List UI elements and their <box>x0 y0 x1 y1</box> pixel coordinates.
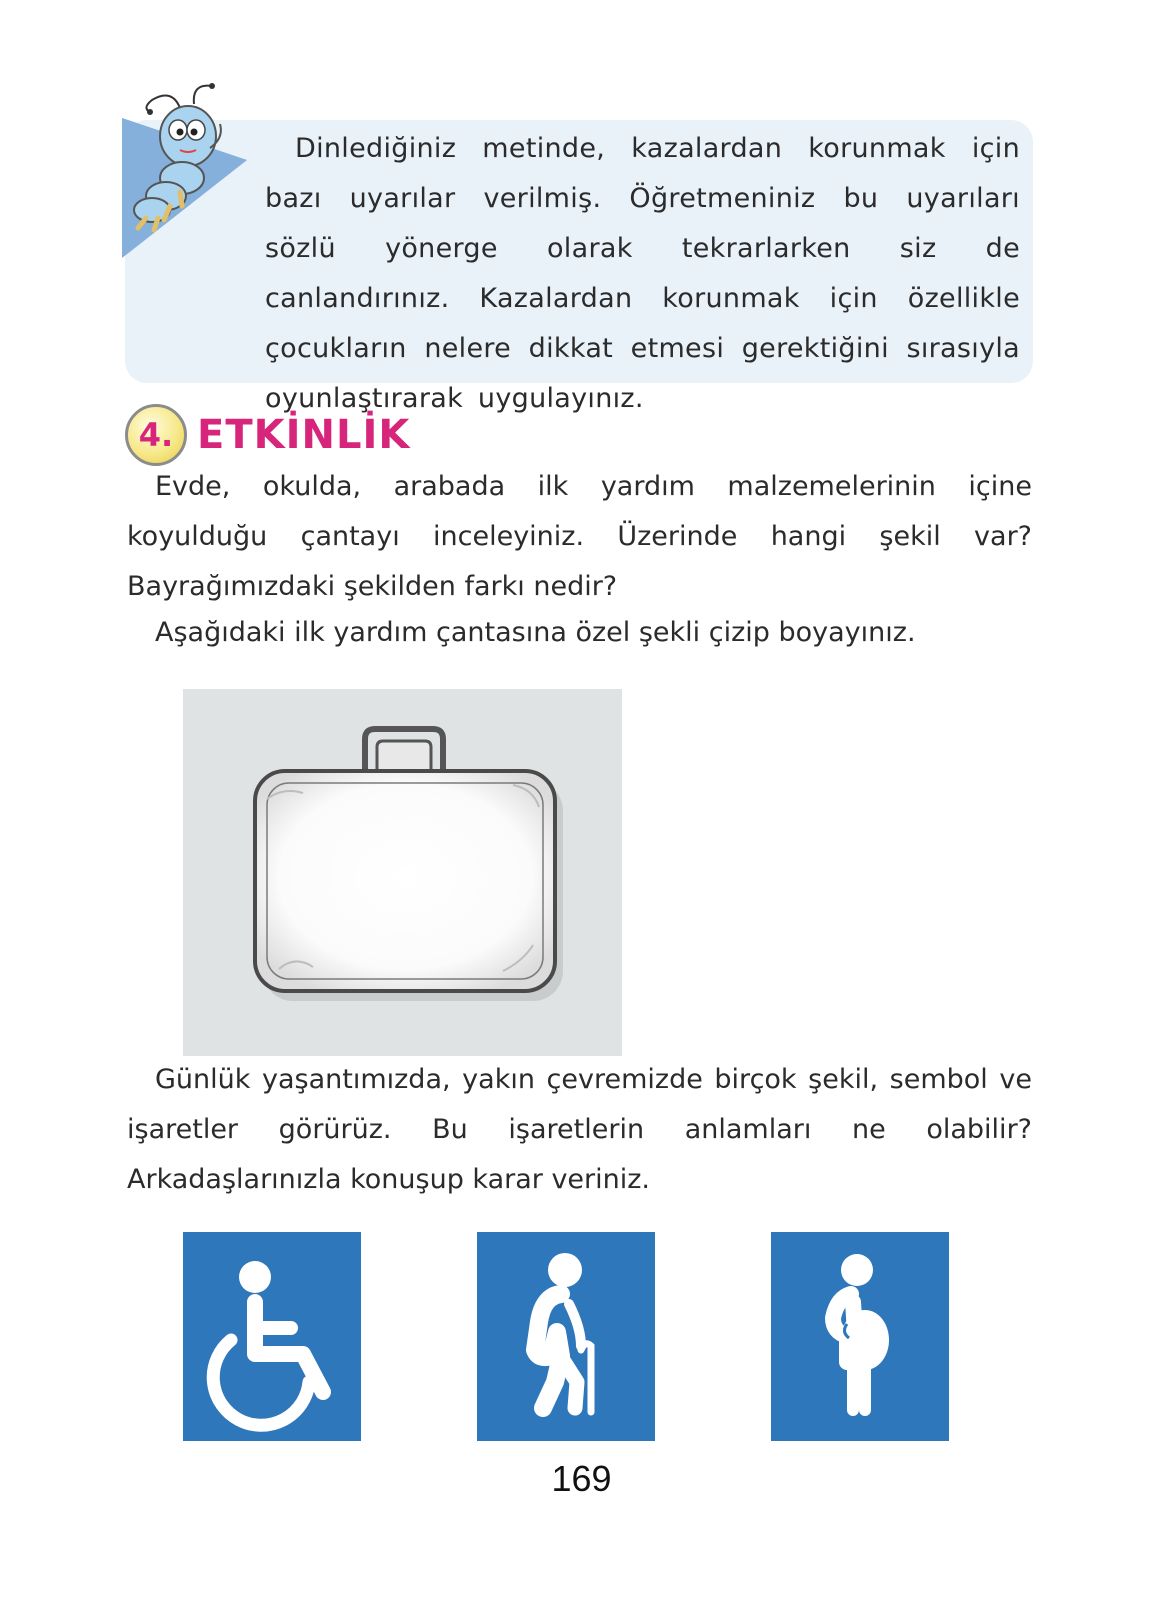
activity-paragraph-3: Günlük yaşantımızda, yakın çevremizde birçok şekil, sembol ve işaretler görürüz. Bu işaretlerin anlamları ne olabilir? Arkadaşlarınızla konuşup karar veriniz. <box>127 1064 1032 1195</box>
caterpillar-mascot-icon <box>122 78 262 268</box>
wheelchair-icon <box>183 1232 361 1441</box>
wheelchair-sign <box>183 1232 361 1441</box>
elderly-sign <box>477 1232 655 1441</box>
page-number: 169 <box>551 1458 612 1499</box>
activity-title: ETKİNLİK <box>197 412 411 458</box>
activity-heading <box>125 400 410 470</box>
activity-number-badge: 4. <box>125 404 187 466</box>
activity-paragraph-1: Evde, okulda, arabada ilk yardım malzemelerinin içine koyulduğu çantayı inceleyiniz. Üzerinde hangi şekil var? Bayrağımızdaki şekilden farkı nedir? <box>127 471 1032 602</box>
info-text: Dinlediğiniz metinde, kazalardan korunmak için bazı uyarılar verilmiş. Öğretmeniniz bu uyarıları sözlü yönerge olarak tekrarlarken siz de canlandırınız. Kazalardan korunmak için özellikle çocukların nelere dikkat etmesi gerektiğini sırasıyla oyunlaştırarak uygulayınız. <box>265 133 1020 414</box>
pregnant-woman-icon <box>771 1232 949 1441</box>
first-aid-bag-drawing-area[interactable] <box>183 689 622 1056</box>
pregnant-sign <box>771 1232 949 1441</box>
elderly-person-with-cane-icon <box>477 1232 655 1441</box>
first-aid-bag-outline <box>183 689 622 1056</box>
activity-paragraph-2: Aşağıdaki ilk yardım çantasına özel şekli çizip boyayınız. <box>155 617 916 648</box>
